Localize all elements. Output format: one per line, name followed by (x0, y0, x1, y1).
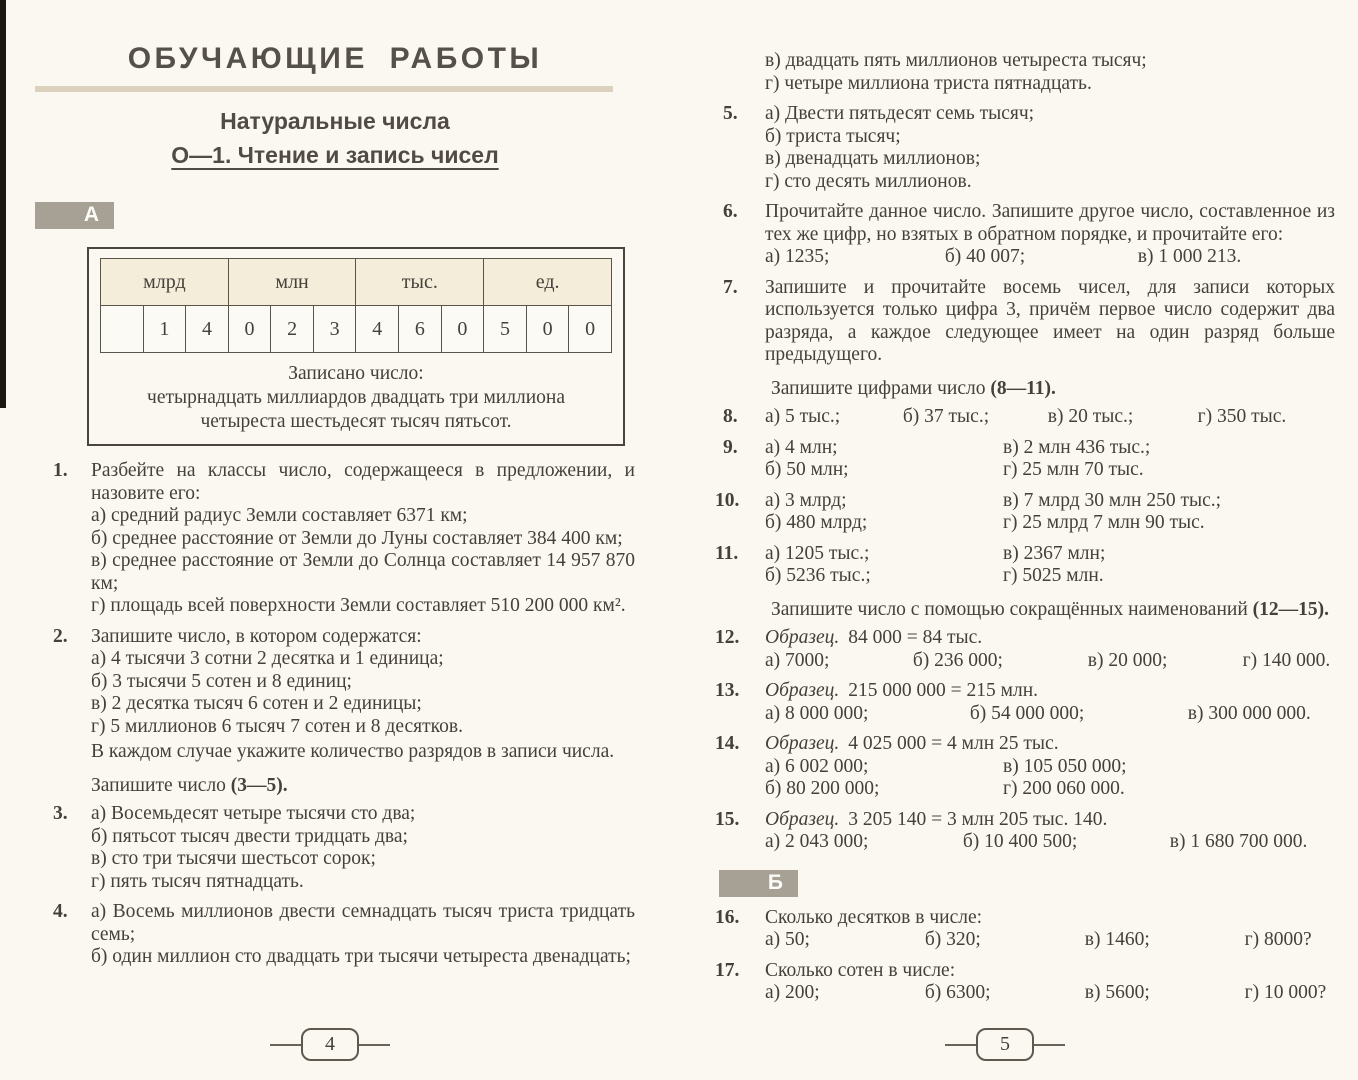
option-b: б) 54 000 000; (969, 702, 1085, 724)
sample-label: Образец. (765, 627, 840, 648)
option-g: г) сто десять миллионов. (765, 170, 972, 192)
option-v: в) среднее расстояние от Земли до Солнца составляет 14 957 870 км; (91, 550, 635, 594)
book-title: ОБУЧАЮЩИЕ РАБОТЫ (127, 42, 543, 75)
option-g: г) 25 млрд 7 млн 90 тыс. (1003, 512, 1205, 533)
task-item-6 (715, 201, 1335, 269)
option-v: в) 5600; (1084, 982, 1150, 1003)
option-a: а) средний радиус Земли составляет 6371 км; (91, 505, 468, 526)
task-number: 5. (723, 103, 738, 124)
page-number-right (945, 1028, 1065, 1061)
option-b: б) 6300; (924, 982, 991, 1003)
task-number: 15. (715, 808, 740, 830)
option-a: а) 50; (765, 929, 810, 950)
task-item-13 (715, 680, 1335, 725)
option-g: г) 5025 млн. (1003, 565, 1104, 586)
option-g: г) 5 миллионов 6 тысяч 7 сотен и 8 десятков. (91, 715, 463, 737)
options-row (765, 246, 1335, 269)
task-number: 6. (723, 201, 738, 222)
task-item-10 (715, 490, 1335, 535)
option-v: в) 1 000 213. (1137, 246, 1242, 267)
digit-cell: 0 (228, 306, 271, 353)
task-item-3 (35, 803, 635, 893)
task-item-12 (715, 627, 1335, 672)
option-b: б) 37 тыс.; (902, 406, 990, 427)
task-item-17 (715, 960, 1335, 1005)
option-b: б) 5236 тыс.; (765, 565, 871, 586)
option-a: а) 3 млрд; (765, 489, 847, 511)
sample-label: Образец. (765, 733, 840, 754)
option-v: в) 105 050 000; (1003, 755, 1127, 777)
option-b: б) 10 400 500; (962, 831, 1078, 852)
task-item-9 (715, 437, 1335, 482)
option-g: г) 200 060 000. (1003, 778, 1125, 799)
instruction-8-11 (771, 378, 1335, 401)
task-intro: Разбейте на классы число, содержащееся в предложении, и назовите его: (91, 460, 635, 504)
task-note: В каждом случае укажите количество разрядов в записи числа. (91, 741, 615, 762)
options-row (765, 406, 1335, 429)
option-v: в) 2 десятка тысяч 6 сотен и 2 единицы; (91, 693, 422, 714)
page-right (715, 50, 1335, 1005)
task-number: 10. (715, 489, 740, 511)
task-intro: Сколько сотен в числе: (765, 959, 956, 981)
place-value-example-box (87, 247, 625, 446)
task-number: 17. (715, 959, 740, 981)
digit-cell (101, 306, 144, 353)
option-g: г) пять тысяч пятнадцать. (91, 870, 304, 892)
task-item-4-continued (715, 50, 1335, 95)
level-marker-a: А (35, 202, 114, 229)
task-item-14 (715, 733, 1335, 801)
task-item-7 (715, 277, 1335, 367)
option-b: б) пятьсот тысяч двести тридцать два; (91, 825, 408, 847)
digit-cell: 3 (313, 306, 356, 353)
task-intro: Сколько десятков в числе: (765, 906, 983, 928)
option-b: б) среднее расстояние от Земли до Луны составляет 384 400 км; (91, 527, 623, 549)
task-intro: Запишите число, в котором содержатся: (91, 625, 422, 647)
task-number: 12. (715, 627, 740, 648)
option-v: в) 7 млрд 30 млн 250 тыс.; (1003, 489, 1222, 511)
option-a: а) Двести пятьдесят семь тысяч; (765, 103, 1035, 124)
option-b: б) один миллион сто двадцать три тысячи четыреста двенадцать; (91, 946, 631, 967)
sample-value: 4 025 000 = 4 млн 25 тыс. (848, 733, 1059, 754)
option-a: а) 4 млн; (765, 436, 838, 458)
option-a: а) 1205 тыс.; (765, 542, 870, 564)
options-row (765, 929, 1335, 952)
task-number: 14. (715, 733, 740, 754)
options-two-columns (765, 756, 1335, 801)
option-b: б) триста тысяч; (765, 125, 901, 147)
option-v: в) 2 млн 436 тыс.; (1003, 436, 1151, 458)
option-a: а) 1235; (765, 246, 830, 267)
options-two-columns (765, 437, 1335, 482)
task-item-8 (715, 406, 1335, 429)
sample-line (765, 809, 1335, 832)
table-caption-line: четырнадцать миллиардов двадцать три миллиона (147, 387, 565, 408)
sample-value: 3 205 140 = 3 млн 205 тыс. 140. (848, 808, 1108, 830)
options-row (765, 650, 1335, 673)
sample-line (765, 733, 1335, 756)
task-number: 8. (723, 406, 738, 427)
task-item-16 (715, 907, 1335, 952)
option-v: в) 20 000; (1087, 649, 1168, 671)
option-a: а) 5 тыс.; (765, 406, 841, 427)
option-g: г) 10 000? (1244, 982, 1327, 1003)
instruction-range: (8—11). (990, 377, 1056, 399)
option-g: г) 140 000. (1242, 649, 1331, 671)
page-number-line (359, 1044, 390, 1046)
option-v: в) 2367 млн; (1003, 542, 1106, 564)
task-intro: Прочитайте данное число. Запишите другое число, составленное из тех же цифр, но взятых в обратном порядке, и прочитайте его: (765, 201, 1335, 245)
sample-line (765, 627, 1335, 650)
sample-value: 215 000 000 = 215 млн. (848, 680, 1039, 701)
options-two-columns (765, 543, 1335, 588)
header-mln: млн (228, 259, 356, 306)
page-number-line (1034, 1044, 1065, 1046)
option-g: г) 350 тыс. (1197, 406, 1287, 427)
option-b: б) 80 200 000; (765, 778, 880, 799)
task-number: 16. (715, 906, 740, 928)
task-item-4 (35, 901, 635, 969)
scan-edge (0, 0, 6, 408)
options-row (765, 982, 1335, 1005)
task-item-2 (35, 626, 635, 764)
title-rule (35, 86, 613, 92)
chapter-title: Натуральные числа (220, 108, 450, 134)
options-row (765, 831, 1335, 854)
table-caption-title: Записано число: (288, 363, 424, 384)
option-a: а) 4 тысячи 3 сотни 2 десятка и 1 единица; (91, 648, 444, 669)
page-left (35, 42, 635, 969)
options-two-columns (765, 490, 1335, 535)
task-item-11 (715, 543, 1335, 588)
option-g: г) 25 млн 70 тыс. (1003, 459, 1144, 480)
option-a: а) 6 002 000; (765, 755, 869, 777)
table-caption-line: четыреста шестьдесят тысяч пятьсот. (200, 411, 512, 432)
table-header-row (101, 259, 612, 306)
sample-value: 84 000 = 84 тыс. (848, 627, 983, 648)
instruction-range: (12—15). (1252, 598, 1330, 620)
instruction-text: Запишите число (91, 774, 231, 796)
option-b: б) 40 007; (944, 246, 1026, 267)
instruction-text: Запишите число с помощью сокращённых наименований (771, 598, 1253, 620)
task-number: 13. (715, 680, 740, 701)
option-v: в) двадцать пять миллионов четыреста тысяч; (765, 50, 1147, 71)
digit-cell: 0 (441, 306, 484, 353)
digit-cell: 0 (526, 306, 569, 353)
level-marker-b: Б (719, 870, 798, 897)
task-intro: Запишите и прочитайте восемь чисел, для записи которых используется только цифра 3, причём первое число содержит два разряда, а каждое следующее имеет на один разряд больше предыдущего. (765, 276, 1335, 365)
instruction-3-5 (91, 775, 635, 798)
instruction-text: Запишите цифрами число (771, 377, 991, 399)
digit-cell: 5 (484, 306, 527, 353)
option-v: в) 20 тыс.; (1047, 406, 1134, 427)
task-number: 2. (53, 625, 68, 647)
option-b: б) 236 000; (912, 649, 1003, 671)
option-a: а) 7000; (765, 649, 830, 671)
option-g: г) четыре миллиона триста пятнадцать. (765, 72, 1092, 94)
option-b: б) 3 тысячи 5 сотен и 8 единиц; (91, 670, 352, 692)
task-item-1 (35, 460, 635, 618)
option-v: в) 300 000 000. (1187, 702, 1311, 724)
header-ed: ед. (484, 259, 612, 306)
option-b: б) 50 млн; (765, 459, 849, 480)
sample-label: Образец. (765, 808, 840, 830)
task-item-5 (715, 103, 1335, 193)
digit-cell: 1 (143, 306, 186, 353)
option-v: в) 1 680 700 000. (1169, 831, 1308, 852)
option-b: б) 320; (924, 929, 981, 950)
page-number-left (270, 1028, 390, 1061)
option-a: а) 2 043 000; (765, 831, 869, 852)
page-number-line (945, 1044, 976, 1046)
options-row (765, 703, 1335, 726)
header-tys: тыс. (356, 259, 484, 306)
sample-label: Образец. (765, 680, 840, 701)
sample-line (765, 680, 1335, 703)
page-number-value: 4 (301, 1028, 359, 1061)
option-a: а) Восемь миллионов двести семнадцать тысяч триста тридцать семь; (91, 901, 635, 945)
option-g: г) 8000? (1244, 929, 1312, 950)
task-number: 3. (53, 803, 68, 824)
task-number: 4. (53, 901, 68, 922)
task-number: 1. (53, 460, 68, 481)
page-number-value: 5 (976, 1028, 1034, 1061)
digit-cell: 2 (271, 306, 314, 353)
option-a: а) 8 000 000; (765, 702, 869, 724)
option-v: в) двенадцать миллионов; (765, 148, 981, 169)
digit-cell: 4 (186, 306, 229, 353)
section-title: О—1. Чтение и запись чисел (171, 142, 499, 168)
page-number-line (270, 1044, 301, 1046)
task-number: 9. (723, 436, 738, 458)
option-b: б) 480 млрд; (765, 512, 868, 533)
task-number: 7. (723, 276, 738, 298)
task-number: 11. (715, 542, 739, 564)
option-a: а) Восемьдесят четыре тысячи сто два; (91, 803, 416, 824)
place-value-table (100, 258, 612, 353)
header-mlrd: млрд (101, 259, 229, 306)
option-a: а) 200; (765, 982, 820, 1003)
digit-cell: 4 (356, 306, 399, 353)
digit-cell: 6 (399, 306, 442, 353)
option-v: в) 1460; (1084, 929, 1150, 950)
digit-cell: 0 (569, 306, 612, 353)
instruction-range: (3—5). (230, 774, 288, 796)
option-v: в) сто три тысячи шестьсот сорок; (91, 848, 376, 869)
task-item-15 (715, 809, 1335, 854)
instruction-12-15 (771, 599, 1335, 622)
option-g: г) площадь всей поверхности Земли составляет 510 200 000 км². (91, 595, 626, 616)
table-digit-row (101, 306, 612, 353)
